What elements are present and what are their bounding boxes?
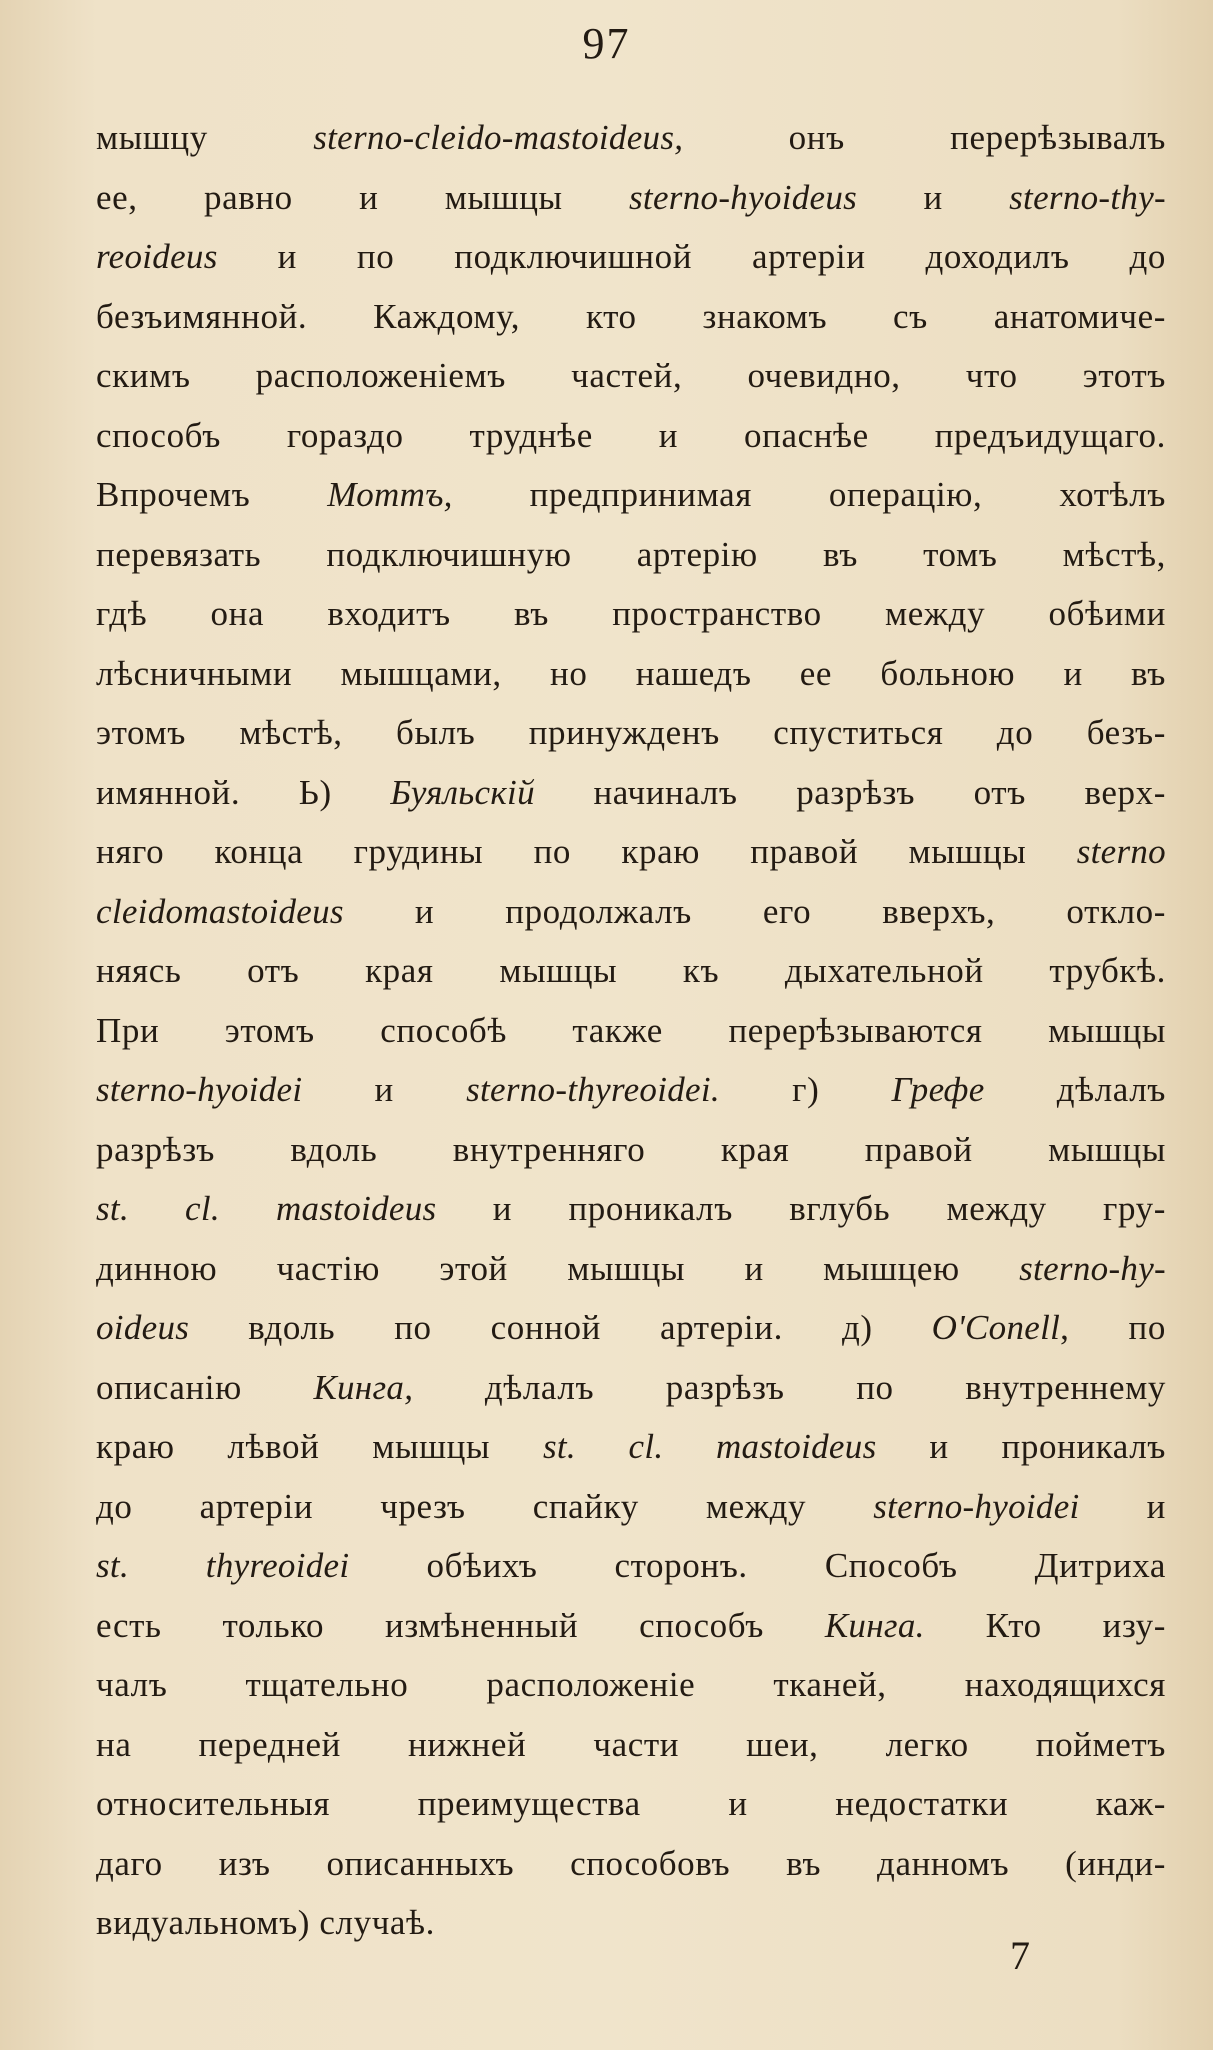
text-run: видуальномъ) случаѣ. [96,1903,435,1942]
text-run: и [1079,1486,1166,1526]
italic-term: reoideus [96,237,218,276]
text-line [96,465,1166,525]
text-line [96,227,1166,287]
text-line [96,1477,1166,1537]
text-run: начиналъ разрѣзъ отъ верх- [534,772,1166,812]
page-number: 97 [582,19,631,68]
text-run: лѣсничными мышцами, но нашедъ ее больною и въ [96,653,1166,693]
text-run: безъимянной. Каждому, кто знакомъ съ анатомиче- [96,296,1166,336]
text-line [96,1120,1166,1180]
text-run: этомъ мѣстѣ, былъ принужденъ спуститься до безъ- [96,713,1166,752]
text-run: Кто изу- [924,1605,1166,1645]
text-run: до артеріи чрезъ спайку между [96,1486,874,1526]
italic-term: st. cl. mastoideus [542,1427,877,1466]
text-line [96,1358,1166,1418]
text-run: няясь отъ края мышцы къ дыхательной трубкѣ. [96,951,1166,990]
text-run: обѣихъ сторонъ. Способъ Дитриха [349,1546,1166,1585]
text-line [96,346,1166,406]
text-run: есть только измѣненный способъ [96,1605,825,1645]
text-line [96,1417,1166,1477]
text-run: и [302,1070,467,1109]
text-run: предпринимая операцію, хотѣлъ [452,475,1166,514]
text-line [96,1239,1166,1299]
italic-term: st. thyreoidei [96,1546,350,1585]
text-line [96,108,1166,168]
italic-term: Кинга, [313,1367,414,1407]
text-line [96,1774,1166,1834]
text-run: на передней нижней части шеи, легко пойметъ [96,1724,1166,1764]
text-run: онъ перерѣзывалъ [683,118,1166,157]
text-run: скимъ расположеніемъ частей, очевидно, что этотъ [96,356,1166,395]
text-run: описанію [96,1367,314,1407]
text-line [96,1536,1166,1596]
text-run: динною частію этой мышцы и мышцею [96,1248,1020,1288]
italic-term: st. cl. mastoideus [96,1189,437,1228]
italic-term: sterno-cleido-mastoideus, [313,118,684,157]
text-run: даго изъ описанныхъ способовъ въ данномъ (инди- [96,1843,1166,1883]
text-run: имянной. Ь) [96,772,391,812]
text-line [96,1179,1166,1239]
italic-term: Кинга. [824,1605,925,1645]
text-line [96,287,1166,347]
text-line [96,703,1166,763]
italic-term: sterno-hyoideus [629,177,858,217]
text-line [96,1596,1166,1656]
text-run: мышцу [96,118,314,157]
text-run: , по [1060,1308,1166,1347]
text-run: ее, равно и мышцы [96,177,630,217]
italic-term: sterno-thy- [1009,177,1166,217]
italic-term: sterno-hyoidei [96,1070,303,1109]
text-line [96,1893,1166,1953]
text-run: няго конца грудины по краю правой мышцы [96,832,1077,871]
text-line [96,1715,1166,1775]
text-run: и проникалъ вглубь между гру- [436,1189,1166,1228]
text-run: гдѣ она входитъ въ пространство между обѣими [96,594,1166,633]
text-run: способъ гораздо труднѣе и опаснѣе предъидущаго. [96,415,1166,455]
text-line [96,1655,1166,1715]
text-run: г) [719,1070,892,1109]
text-line [96,406,1166,466]
text-run: вдоль по сонной артеріи. д) [189,1308,932,1347]
text-line [96,1001,1166,1061]
text-line [96,1834,1166,1894]
text-line [96,525,1166,585]
text-line [96,168,1166,228]
text-line [96,584,1166,644]
italic-term: O'Conell [931,1308,1061,1347]
text-run: перевязать подключишную артерію въ томъ мѣстѣ, [96,534,1166,574]
text-line [96,941,1166,1001]
text-line [96,763,1166,823]
text-line [96,1298,1166,1358]
italic-term: Грефе [891,1070,985,1109]
italic-term: sterno-hy- [1019,1248,1166,1288]
italic-term: Буяльскій [390,772,535,812]
italic-term: cleidomastoideus [96,891,344,931]
text-line [96,822,1166,882]
italic-term: sterno-thyreoidei. [466,1070,720,1109]
text-run: краю лѣвой мышцы [96,1427,543,1466]
text-run: и [857,177,1010,217]
italic-term: Моттъ, [327,475,453,514]
text-run: дѣлалъ [984,1070,1166,1109]
text-line [96,882,1166,942]
text-line [96,644,1166,704]
italic-term: oideus [96,1308,190,1347]
text-run: и по подключишной артеріи доходилъ до [217,237,1166,276]
text-run: При этомъ способѣ также перерѣзываются мышцы [96,1010,1166,1050]
text-run: чалъ тщательно расположеніе тканей, находящихся [96,1665,1166,1704]
text-run: разрѣзъ вдоль внутренняго края правой мышцы [96,1129,1166,1169]
text-run: и проникалъ [876,1427,1166,1466]
text-line [96,1060,1166,1120]
text-run: Впрочемъ [96,475,328,514]
italic-term: sterno [1076,832,1166,871]
body-text [96,108,1166,1953]
text-run: относительныя преимущества и недостатки каж- [96,1784,1166,1823]
text-run: дѣлалъ разрѣзъ по внутреннему [413,1367,1166,1407]
italic-term: sterno-hyoidei [873,1486,1080,1526]
signature-mark: 7 [1010,1933,1030,1978]
text-run: и продолжалъ его вверхъ, откло- [343,891,1166,931]
